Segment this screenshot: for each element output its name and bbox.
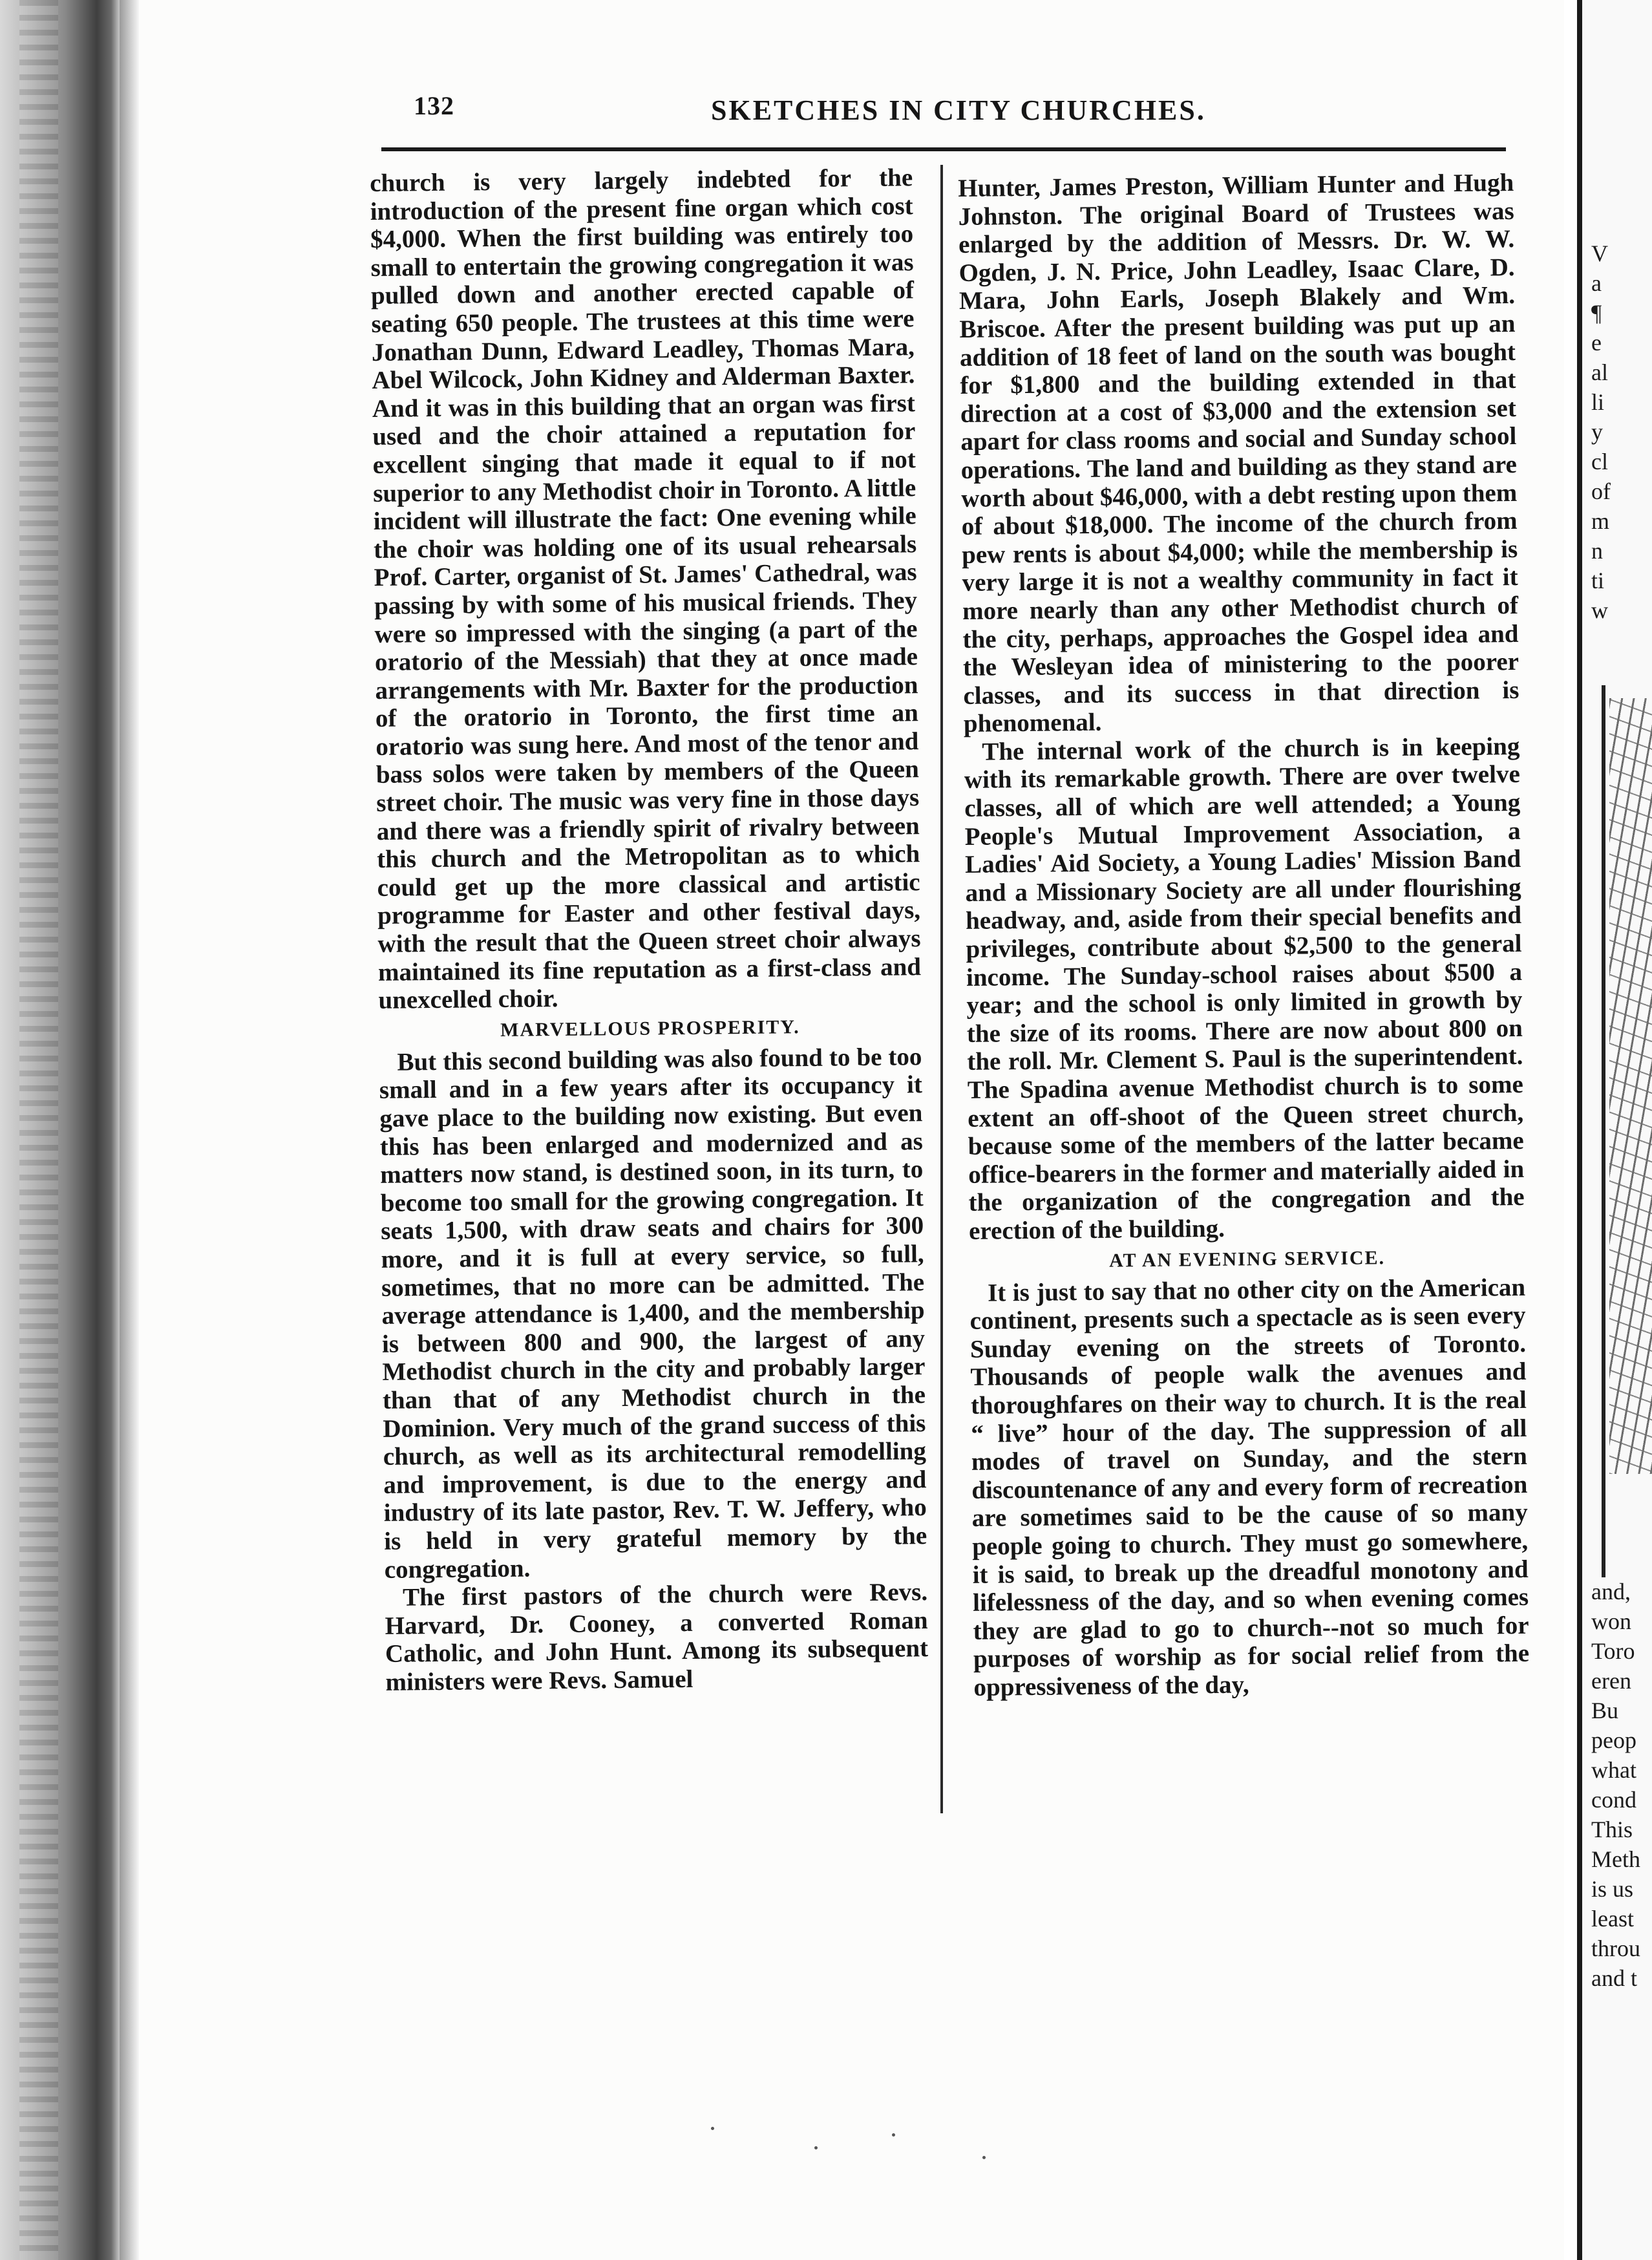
book-binding [0, 0, 120, 2260]
right-paragraph-3: It is just to say that no other city on the American continent, presents such a spectacle as is seen every Sunday evening on the streets of Toronto. Thousands of people walk the avenues and thoroughfares on their way to church. It is the real “ live” hour of the day. The suppression of all modes of travel on Sunday, and the stern discountenance of any and every form of recreation are sometimes said to be the cause of so many people going to church. They must go somewhere, it is said, to break up the dreadful monotony and lifelessness of the day, and so when evening comes they are glad to go to church--not so much for purposes of worship as for social relief from the oppressiveness of the day, [969, 1273, 1530, 1701]
facing-page-fragment: a [1591, 270, 1602, 296]
facing-page-fragment: e [1591, 330, 1602, 356]
right-paragraph-1: Hunter, James Preston, William Hunter and Hugh Johnston. The original Board of Trustees was enlarged by the addition of Messrs. Dr. W. W. Ogden, J. N. Price, John Leadley, Isaac Clare, D. Mara, John Earls, Joseph Blakely and Wm. Briscoe. After the present building was put up an addition of 18 feet of land on the south was bought for $1,800 and the building extended in that direction at a cost of $3,000 and the extension set apart for class rooms and social and Sunday school operations. The land and building as they stand are worth about $46,000, with a debt resting upon them of about $18,000. The income of the church from pew rents is about $4,000; while the membership is very large it is not a wealthy community in fact it more nearly than any other Methodist church of the city, perhaps, approaches the Gospel idea and the Wesleyan idea of ministering to the poorer classes, and its success in that direction is phenomenal. [958, 168, 1520, 738]
facing-page-fragment: cond [1591, 1787, 1636, 1813]
facing-page-rule [1602, 685, 1605, 1577]
page-edge-shadow [120, 0, 139, 2260]
facing-page-fragment: This [1591, 1817, 1633, 1842]
running-head: SKETCHES IN CITY CHURCHES. [711, 94, 1206, 126]
facing-page-fragment: ti [1591, 568, 1605, 593]
section-heading-evening-service: AT AN EVENING SERVICE. [1108, 1246, 1386, 1272]
header-rule [381, 147, 1506, 151]
right-column [958, 169, 1530, 1701]
print-specks [698, 2120, 1021, 2172]
facing-page-fragment: m [1591, 508, 1610, 534]
facing-page-fragment: n [1591, 538, 1603, 564]
page-header [414, 84, 1499, 136]
facing-page-fragment: is us [1591, 1876, 1634, 1902]
facing-page-fragment: li [1591, 389, 1605, 415]
right-paragraph-2: The internal work of the church is in keeping with its remarkable growth. There are over twelve classes, all of which are well attended; a Young People's Mutual Improvement Association, a Ladies' Aid Society, a Young Ladies' Mission Band and a Missionary Society are all under flourishing headway, and, aside from their special benefits and privileges, contribute about $2,500 to the general income. The Sunday-school raises about $500 a year; and the school is only limited in growth by the size of its rooms. There are now about 800 on the roll. Mr. Clement S. Paul is the superintendent. The Spadina avenue Methodist church is to some extent an off-shoot of the Queen street church, because some of the members of the latter became office-bearers in the former and materially aided in the organization of the congregation and the erection of the building. [964, 732, 1525, 1245]
facing-page-fragment: w [1591, 597, 1608, 623]
facing-page-fragment: least [1591, 1906, 1634, 1932]
section-heading-marvellous-prosperity: MARVELLOUS PROSPERITY. [500, 1016, 800, 1041]
facing-page-fragment: Bu [1591, 1698, 1619, 1723]
facing-page-gutter [1577, 0, 1582, 2260]
facing-page-illustration [1609, 698, 1652, 1474]
facing-page-fragment: eren [1591, 1668, 1631, 1694]
facing-page-fragment: ¶ [1591, 300, 1602, 326]
facing-page-fragment: cl [1591, 449, 1608, 474]
facing-page-fragment: of [1591, 478, 1611, 504]
facing-page-fragment: V [1591, 240, 1608, 266]
column-divider [940, 165, 943, 1813]
left-column [370, 164, 929, 1696]
facing-page-fragment: and t [1591, 1965, 1637, 1991]
facing-page-fragment: Meth [1591, 1846, 1640, 1872]
facing-page-fragment: won [1591, 1608, 1631, 1634]
facing-page-fragment: peop [1591, 1727, 1636, 1753]
facing-page-fragment: throu [1591, 1935, 1640, 1961]
page-number: 132 [414, 91, 454, 120]
left-paragraph-3: The first pastors of the church were Revs. Harvard, Dr. Cooney, a converted Roman Catholic, and John Hunt. Among its subsequent ministers were Revs. Samuel [385, 1578, 929, 1696]
facing-page-fragment: Toro [1591, 1638, 1635, 1664]
left-paragraph-2: But this second building was also found to be too small and in a few years after its occupancy it gave place to the building now existing. But even this has been enlarged and modernized and as matters now stand, is destined soon, in its turn, to become too small for the growing congregation. It seats 1,500, with draw seats and chairs for 300 more, and it is full at every service, so full, sometimes, that no more can be admitted. The average attendance is 1,400, and the membership is between 800 and 900, the largest of any Methodist church in the city and probably larger than that of any Methodist church in the Dominion. Very much of the grand success of this church, as well as its architectural remodelling and improvement, is due to the energy and industry of its late pastor, Rev. T. W. Jeffery, who is held in very grateful memory by the congregation. [379, 1042, 927, 1584]
facing-page-fragment: and, [1591, 1579, 1631, 1604]
facing-page-fragment: al [1591, 359, 1608, 385]
left-paragraph-1: church is very largely indebted for the introduction of the present fine organ which cost $4,000. When the first building was entirely too small to entertain the growing congregation it was pulled down and another erected capable of seating 650 people. The trustees at this time were Jonathan Dunn, Edward Leadley, Thomas Mara, Abel Wilcock, John Kidney and Alderman Baxter. And it was in this building that an organ was first used and the choir attained a reputation for excellent singing that made it equal to if not superior to any Methodist choir in Toronto. A little incident will illustrate the fact: One evening while the choir was holding one of its usual rehearsals Prof. Carter, organist of St. James' Cathedral, was passing by with some of his musical friends. They were so impressed with the singing (a part of the oratorio of the Messiah) that they at once made arrangements with Mr. Baxter for the production of the oratorio in Toronto, the first time an oratorio was sung here. And most of the tenor and bass solos were taken by members of the Queen street choir. The music was very fine in those days and there was a friendly spirit of rivalry between this church and the Metropolitan as to which could get up the more classical and artistic programme for Easter and other festival days, with the result that the Queen street choir always maintained its fine reputation as a first-class and unexcelled choir. [370, 164, 922, 1015]
facing-page-fragment: what [1591, 1757, 1636, 1783]
facing-page-fragment: y [1591, 419, 1603, 445]
